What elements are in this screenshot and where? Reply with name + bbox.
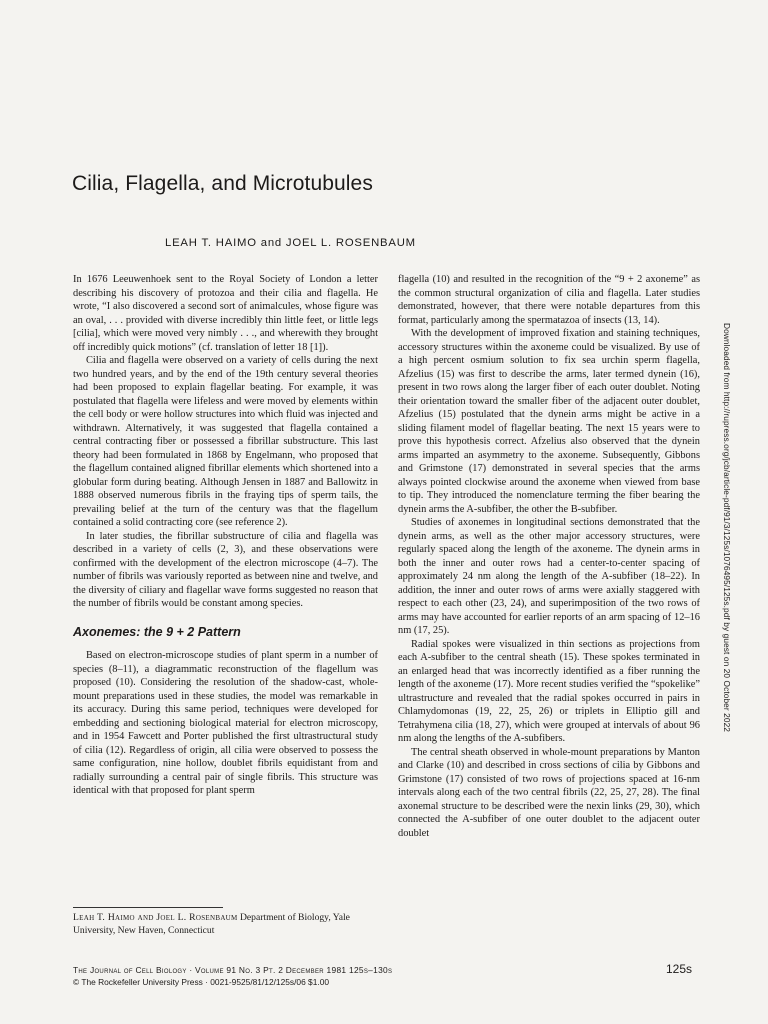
right-paragraph-3: Studies of axonemes in longitudinal sections demonstrated that the dynein arms, as well as the other major accessory structures, were regularly spaced along the length of the axoneme. The dynein arms in both the inner and outer rows had a center-to-center spacing of approximately 24 nm along the length of the A-subfiber (18–22). In addition, the inner and outer rows of arms were axially staggered with respect to each other (23, 24), and superimposition of the two rows of arms may have accounted for earlier reports of an arm spacing of 12–16 nm (17, 25). (398, 517, 700, 636)
section-heading-axonemes: Axonemes: the 9 + 2 Pattern (73, 624, 241, 639)
right-paragraph-1: flagella (10) and resulted in the recognition of the “9 + 2 axoneme” as the common structural organization of cilia and flagella. Later studies demonstrated, however, that there were notable departures from this format, particularly among the spermatazoa of insects (13, 14). (398, 274, 700, 326)
left-column (73, 273, 378, 798)
author-footnote (73, 912, 378, 937)
journal-citation (73, 964, 392, 988)
journal-line-1: The Journal of Cell Biology · Volume 91 No. 3 Pt. 2 December 1981 125s–130s (73, 965, 393, 975)
right-paragraph-2: With the development of improved fixation and staining techniques, accessory structures within the axoneme could be visualized. By use of a high percent osmium solution to fix sea urchin sperm flagella, Afzelius (15) was first to describe the arms, later termed dynein (16), present in two rows along the larger fiber of each outer doublet. Noting their orientation toward the smaller fiber of the adjacent outer doublet, Afzelius (15) postulated that the dynein arms might be active in a sliding filament model of flagellar beating. The next 15 years were to prove this hypothesis correct. Afzelius also observed that the dynein arms imparted an asymmetry to the axoneme. Subsequently, Gibbons and Grimstone (17) demonstrated in several species that the arms always pointed clockwise around the axoneme when viewed from base to tip. They introduced the nomenclature terming the fiber bearing the dynein arms the A-subfiber, the other the B-subfiber. (398, 328, 700, 515)
article-title: Cilia, Flagella, and Microtubules (72, 172, 373, 195)
left-paragraph-4: Based on electron-microscope studies of plant sperm in a number of species (8–11), a diagrammatic reconstruction of the flagellum was proposed (10). Considering the resolution of the shadow-cast, whole-mount preparations used in these studies, the model was remarkable in its accuracy. During this same period, techniques were developed for embedding and sectioning biological material for electron microscopy, and in 1954 Fawcett and Porter published the first ultrastructural study of cilia (12). Regardless of origin, all cilia were observed to possess the same configuration, nine hollow, doublet fibrils equidistant from and radially surrounding a central pair of single fibrils. This structure was identical with that proposed for plant sperm (73, 650, 378, 796)
left-paragraph-1: In 1676 Leeuwenhoek sent to the Royal Society of London a letter describing his discovery of protozoa and their cilia and flagella. He wrote, “I also discovered a second sort of animalcules, whose figure was an oval, . . . provided with diverse incredibly thin little feet, or little legs [cilia], which were moved very nimbly . . ., and wherewith they brought off incredibly quick motions” (cf. translation of letter 18 [1]). (73, 274, 378, 353)
right-paragraph-5: The central sheath observed in whole-mount preparations by Manton and Clarke (10) and described in cross sections of cilia by Gibbons and Grimstone (17) consisted of two rows of projections spaced at 16-nm intervals along each of the two central fibrils (22, 25, 27, 28). The final axonemal structure to be described were the nexin links (29, 30), which connected the A-subfiber of one outer doublet to the adjacent outer doublet (398, 746, 700, 839)
footnote-divider (73, 907, 223, 908)
article-authors: LEAH T. HAIMO and JOEL L. ROSENBAUM (165, 237, 416, 249)
footnote-authors: Leah T. Haimo and Joel L. Rosenbaum (73, 912, 238, 923)
download-watermark: Downloaded from http://rupress.org/jcb/article-pdf/91/3/125s/1076495/125s.pdf by guest on 20 October 2022 (722, 323, 732, 733)
page-number: 125s (666, 962, 693, 976)
right-paragraph-4: Radial spokes were visualized in thin sections as projections from each A-subfiber to the central sheath (15). These spokes terminated in an enlarged head that was incorrectly identified as a fiber running the length of the axoneme (17). More recent studies verified the “spokelike” ultrastructure and revealed that the radial spokes occurred in pairs in Chlamydomonas (19, 22, 25, 26) or triplets in Elliptio gill and Tetrahymena cilia (18, 27), which were grouped at intervals of about 96 nm along the lengths of the A-subfibers. (398, 638, 700, 744)
left-paragraph-2: Cilia and flagella were observed on a variety of cells during the next two hundred years, and by the end of the 19th century several theories had been proposed to explain flagellar beating. For example, it was postulated that flagella were lifeless and were moved by elements within the cell body or were hollow structures into which fluid was injected and withdrawn. Alternatively, it was suggested that flagella contained a central contracting fiber or possessed a fibrillar substructure. This last theory had been formulated in 1868 by Engelmann, who proposed that the flagellum contained aligned fibrillar elements which shortened into a globular form during beating. Although Jensen in 1887 and Ballowitz in 1888 observed numerous fibrils in the fraying tips of sperm tails, the prevailing belief at the turn of the century was that the flagellum contained a solid contracting core (see reference 2). (73, 355, 378, 528)
right-column (398, 273, 700, 840)
left-paragraph-3: In later studies, the fibrillar substructure of cilia and flagella was described in a variety of cells (2, 3), and these observations were confirmed with the development of the electron microscope (4–7). The number of fibrils was variously reported as between nine and twelve, and the diversity of ciliary and flagellar wave forms suggested no reason that the number of fibrils would be constant among species. (73, 530, 378, 609)
footnote-affiliation: Department of Biology, Yale University, New Haven, Connecticut (73, 912, 350, 936)
journal-line-2: © The Rockefeller University Press · 0021-9525/81/12/125s/06 $1.00 (73, 977, 330, 987)
